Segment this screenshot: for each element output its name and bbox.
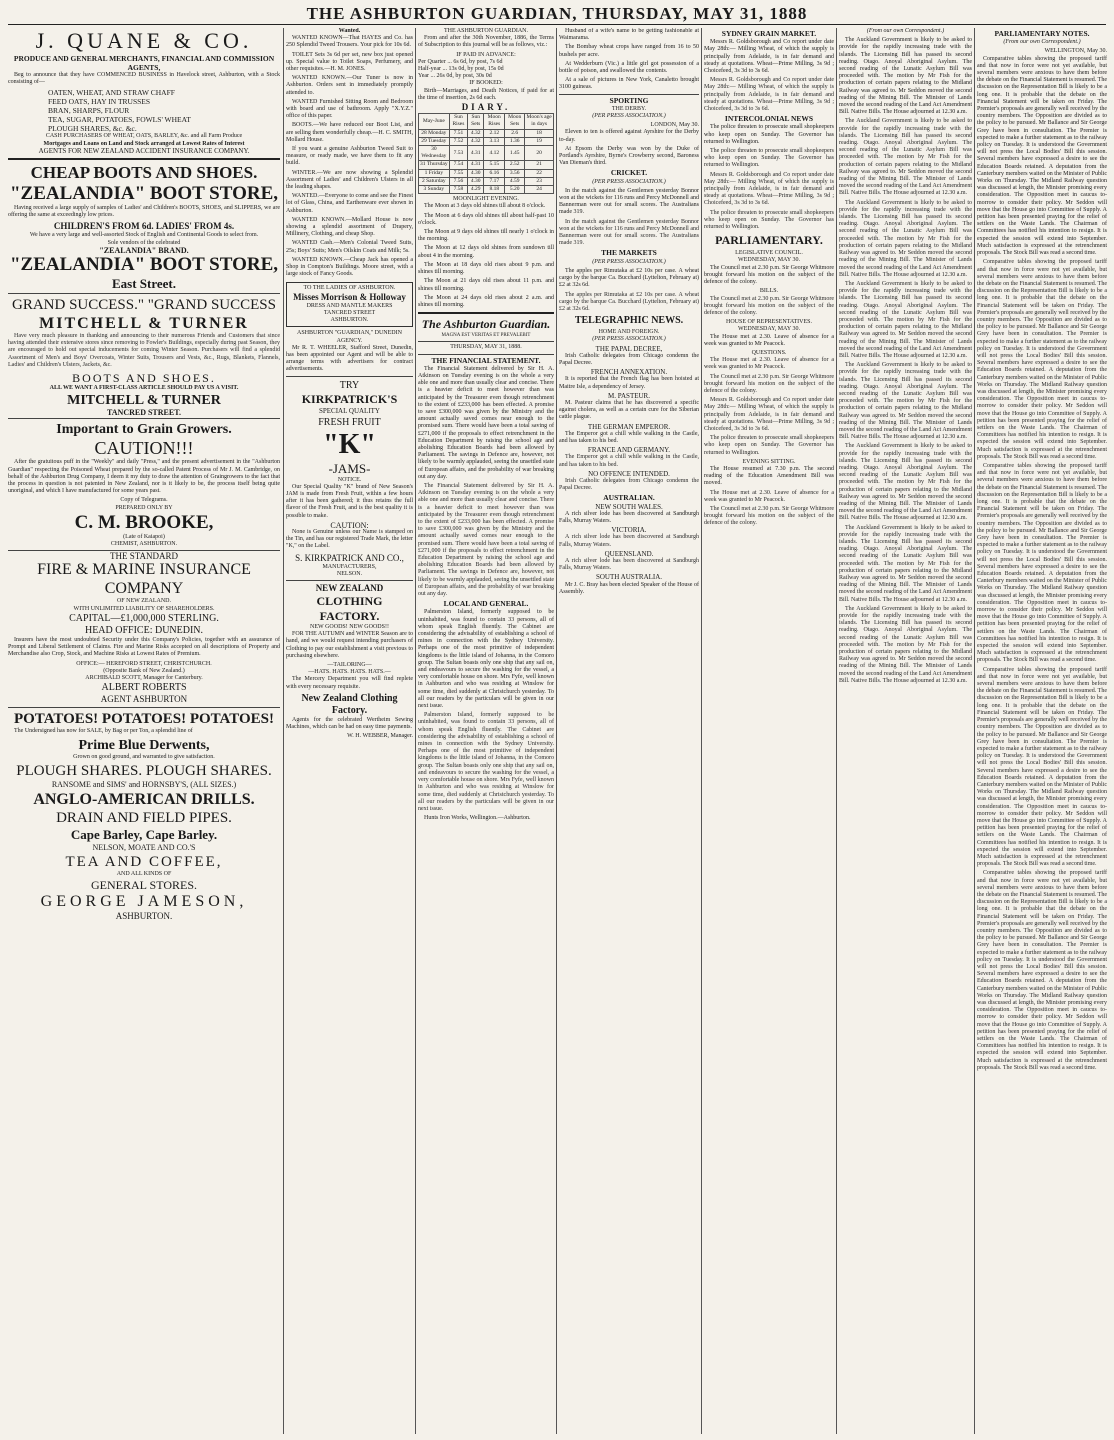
children-prices: CHILDREN'S FROM 6d. LADIES' FROM 4s. (53, 221, 235, 232)
cape-barley: Cape Barley, Cape Barley. (70, 826, 218, 842)
wanted-ad: WANTED.—Everyone to come and see the Finest lot of Glass, China, and Earthenware ever shown in Ashburton. (286, 193, 413, 214)
notes-body-2: Comparative tables showing the proposed tariff and that now in force were not yet available, but several members were anxious to have them before the debate on the Financial Statement is resumed. The discussion on the Representation Bill is likely to be a long one. It is probable that the debate on the Financial Statement will be taken on Friday. The Premier's proposals are generally well received by the country members. The Opposition are divided as to the policy to be pursued. Mr Ballance and Sir George Grey have been in consultation. The Premier is expected to make a further statement as to the railway policy on Tuesday. It is understood the Government will not press the Local Bodies' Bill this session. Several members have expressed a desire to see the Education Boards retained. A deputation from the Canterbury members waited on the Minister of Public Works on Thursday. The Midland Railway question was discussed at length, the Minister promising every consideration. The Opposition meet in caucus to-morrow to consider their policy. Mr Seddon will move that the House go into Committee of Supply. A petition has been presented praying for the relief of settlers on the Waste Lands. The Chairman of Committees has notified his intention to resign. It is expected the session will extend into September. Much satisfaction is expressed at the retrenchment proposals. The Stock Bill was read a second time. (977, 259, 1107, 460)
divider (418, 341, 554, 342)
cricket-body: In the match against the Gentlemen yesterday Bonnor won at the wickets for 116 runs and Percy McDonnell and Bannerman were out for small scores. The Australians made 319. (559, 187, 699, 216)
agency-heading: ASHBURTON "GUARDIAN," DUNEDIN AGENCY. (297, 330, 402, 344)
moon-line: The Moon at 6 days old shines till about half-past 10 o'clock. (418, 212, 554, 226)
item: At a sale of pictures in New York, Canaletto brought 3100 guineas. (559, 77, 699, 91)
cheap-boots-heading: CHEAP BOOTS AND SHOES. (30, 163, 258, 183)
cell: 7.17 (484, 177, 505, 185)
cricket-body-2: In the match against the Gentlemen yesterday Bonnor won at the wickets for 116 runs and Percy McDonnell and Bannerman were out for small scores. The Australians made 319. (559, 218, 699, 247)
cell: 5.20 (505, 186, 525, 194)
column-advertisements (8, 28, 280, 1434)
cell: 2 Saturday (419, 177, 450, 185)
skirkpatrick: S. KIRKPATRICK AND CO., (295, 552, 404, 563)
item: Husband of a wife's name to be getting fashionable at Waimarama. (559, 28, 699, 42)
legislative-heading: LEGISLATIVE COUNCIL. (735, 250, 803, 257)
masthead: THE ASHBURTON GUARDIAN, THURSDAY, MAY 31, 1888 (8, 4, 1106, 25)
wheeler-text: Mr R. T. WHEELER, Stafford Street, Dunedin, has been appointed our Agent and will be able to arrange terms with advertisers for contract advertisements. (286, 344, 413, 373)
mitchell-turner-heading: MITCHELL & TURNER (39, 315, 249, 333)
papal-body: Irish Catholic delegates from Chicago condemn the Papal Decree. (559, 352, 699, 366)
france-germany-body: The Emperor got a chill while walking in the Castle, and has taken to his bed. (559, 454, 699, 468)
notes-body-4: Comparative tables showing the proposed tariff and that now in force were not yet available, but several members were anxious to have them before the debate on the Financial Statement is resumed. The discussion on the Representation Bill is likely to be a long one. It is probable that the debate on the Financial Statement will be taken on Friday. The Premier's proposals are generally well received by the country members. The Opposition are divided as to the policy to be pursued. Mr Ballance and Sir George Grey have been in consultation. The Premier is expected to make a further statement as to the railway policy on Tuesday. It is understood the Government will not press the Local Bodies' Bill this session. Several members have expressed a desire to see the Education Boards retained. A deputation from the Canterbury members waited on the Minister of Public Works on Thursday. The Midland Railway question was discussed at length, the Minister promising every consideration. The Opposition meet in caucus to-morrow to consider their policy. Mr Seddon will move that the House go into Committee of Supply. A petition has been presented praying for the relief of settlers on the Waste Lands. The Chairman of Committees has notified his intention to resign. It is expected the session will extend into September. Much satisfaction is expressed at the retrenchment proposals. The Stock Bill was read a second time. (977, 666, 1107, 868)
unlimited: WITH UNLIMITED LIABILITY OF SHAREHOLDERS. (73, 605, 215, 612)
house-body-5: The police threaten to prosecute small shopkeepers who keep open on Sunday. The Governor has returned to Wellington. (704, 435, 834, 456)
mercery-text: The Mercery Department you will find replete with every necessary requisite. (286, 676, 413, 690)
nooffence-heading: NO OFFENCE INTENDED. (588, 469, 670, 478)
misses-street: TANCRED STREET (323, 309, 376, 316)
queensland-body: A rich silver lode has been discovered at Sandburgh Falls, Murray Waters. (559, 558, 699, 572)
divider (8, 293, 280, 294)
house-body-4: Messrs R. Goldsborough and Co report under date May 28th:— Milling Wheat, of which the supply is principally from Adelaide, is in fair demand and steady at quotations. Wheat—Prime Milling, 3s 9d ; Choicefeed, 3s 3d to 3s 6d. (704, 397, 834, 432)
notice-heading: NOTICE. (337, 476, 362, 483)
table-row (419, 129, 554, 137)
column-parliamentary-notes (977, 28, 1107, 1434)
parliamentary-heading: PARLIAMENTARY. (715, 233, 823, 248)
divider (418, 354, 554, 355)
council-body: The Council met at 2.30 p.m. Sir George Whitmore brought forward his motion on the subject of the defence of the colony. (704, 264, 834, 286)
divider (559, 94, 699, 95)
nsw-body: A rich silver lode has been discovered at Sandburgh Falls, Murray Waters. (559, 510, 699, 524)
local-heading: LOCAL AND GENERAL. (443, 599, 529, 609)
wanted-heading: Wanted. (338, 28, 361, 34)
wanted-ad: WANTED KNOWN.—Cheap Jack has opened a Shop in Compton's Buildings. Moore street, with a large stock of Fancy Goods. (286, 256, 413, 278)
diary-header: Sun Rises (449, 114, 468, 129)
prime-blue-derwents: Prime Blue Derwents, (78, 738, 210, 754)
cell: 1.45 (505, 146, 525, 161)
divider (8, 707, 280, 708)
cell: 19 (525, 137, 554, 145)
cell: 23 (525, 177, 554, 185)
wednesday: WEDNESDAY, MAY 30. (738, 257, 800, 264)
moon-line: The Moon at 18 days old rises about 9 p.m. and shines till morning. (418, 261, 554, 276)
cell: 21 (525, 161, 554, 169)
important-heading: Important to Grain Growers. (56, 422, 232, 438)
nz-heading: NEW ZEALAND (315, 582, 384, 593)
cell: 4.59 (505, 177, 525, 185)
notes-body-3: Comparative tables showing the proposed tariff and that now in force were not yet available, but several members were anxious to have them before the debate on the Financial Statement is resumed. The discussion on the Representation Bill is likely to be a long one. It is probable that the debate on the Financial Statement will be taken on Friday. The Premier's proposals are generally well received by the country members. The Opposition are divided as to the policy to be pursued. Mr Ballance and Sir George Grey have been in consultation. The Premier is expected to make a further statement as to the railway policy on Tuesday. It is understood the Government will not press the Local Bodies' Bill this session. Several members have expressed a desire to see the Education Boards retained. A deputation from the Canterbury members waited on the Minister of Public Works on Thursday. The Midland Railway question was discussed at length, the Minister promising every consideration. The Opposition meet in caucus to-morrow to consider their policy. Mr Seddon will move that the House go into Committee of Supply. A petition has been presented praying for the relief of settlers on the Waste Lands. The Chairman of Committees has notified his intention to resign. It is expected the session will extend into September. Much satisfaction is expressed at the retrenchment proposals. The Stock Bill was read a second time. (977, 462, 1107, 664)
hats: —HATS. HATS. HATS. HATS.— (308, 669, 391, 676)
intercolonial-heading: INTERCOLONIAL NEWS (724, 114, 814, 124)
evening-heading: EVENING SITTING. (742, 458, 796, 465)
misses-ad (286, 282, 413, 328)
nooffence-body: Irish Catholic delegates from Chicago condemn the Papal Decree. (559, 477, 699, 492)
all-we-want: ALL WE WANT A FIRST-CLASS ARTICLE SHOULD PAY US A VISIT. (49, 385, 239, 392)
local-body: Palmerston Island, formerly supposed to be uninhabited, was found to contain 33 persons, all of whom speak English fluently. The Cabinet are considering the advisability of establishing a school of mines in connection with the Sydney University. Perhaps one of the most primitive of independent kingdoms is the little island of Johanna, in the Comoro group. The Sultan boasts only one ship that any sail on, and endeavours to secure the washing for the vessel, a very comfortable house on shore. Mrs Fyfe, well known in Ashburton and who was residing at Winslow for some time, died suddenly at Christchurch yesterday. To all our readers by the particulars will be given in our next issue. (418, 609, 554, 710)
quane-subtitle: PRODUCE AND GENERAL MERCHANTS, FINANCIAL AND COMMISSION AGENTS, (13, 54, 275, 72)
body-2: The Auckland Government is likely to be asked to provide for the rapidly increasing trade with the islands. The Licensing Bill has passed its second reading. Otago. Anoyal Aboriginal Asylum. The second reading of the Lunatic Asylum Bill was proceeded with. The motion by Mr Fish for the production of certain papers relating to the Midland Railway was agreed to. Mr Seddon moved the second reading of the Mining Bill. The Minister of Lands moved the second reading of the Land Act Amendment Bill. Native Bills. The House adjourned at 12.30 a.m. (839, 118, 972, 197)
column-telegrams (559, 28, 699, 1434)
mitchell-turner-footer: MITCHELL & TURNER (67, 393, 221, 409)
house-body-3: The Council met at 2.30 p.m. Sir George Whitmore brought forward his motion on the subject of the defence of the colony. (704, 373, 834, 394)
grain-body-2: Messrs R. Goldsborough and Co report under date May 28th:— Milling Wheat, of which the supply is principally from Adelaide, is in fair demand and steady at quotations. Wheat—Prime Milling, 3s 9d ; Choicefeed, 3s 3d to 3s 6d. (704, 77, 834, 113)
cell: 4.31 (468, 146, 484, 161)
cell: 7.52 (449, 137, 468, 145)
ashburton-footer: ASHBURTON. (115, 910, 173, 921)
goods-item: PLOUGH SHARES, &c. &c. (48, 124, 137, 134)
caution-heading: CAUTION: (330, 520, 369, 530)
mitchell-body: Have very much pleasure in thanking and announcing to their numerous Friends and Customers that since having attended their extensive stores since removing to Fowler's Buildings, especially during past Season, they are encouraged to hold out special inducements for coming Winter Season. Purchasers will find a splendid Assortment of Men's and Boys' Overcoats, Winter Suits, Trousers and Vests, &c., Rugs, Blankets, Flannels, Ladies' and Children's Ulsters, Jackets, &c. (8, 333, 280, 368)
column-rule (836, 28, 837, 1434)
intercolonial-body: The police threaten to prosecute small shopkeepers who keep open on Sunday. The Governor has returned to Wellington. (704, 124, 834, 145)
sydney-grain-heading: SYDNEY GRAIN MARKET. (721, 29, 817, 38)
sa-body: Mr J. C. Bray has been elected Speaker of the House of Assembly. (559, 581, 699, 595)
diary-header: Moon Sets (505, 114, 525, 129)
body-7: The Auckland Government is likely to be asked to provide for the rapidly increasing trade with the islands. The Licensing Bill has passed its second reading. Otago. Anoyal Aboriginal Asylum. The second reading of the Lunatic Asylum Bill was proceeded with. The motion by Mr Fish for the production of certain papers relating to the Midland Railway was agreed to. Mr Seddon moved the second reading of the Mining Bill. The Minister of Lands moved the second reading of the Land Act Amendment Bill. Native Bills. The House adjourned at 12.30 a.m. (839, 524, 972, 603)
diary-header: Sun Sets (468, 114, 484, 129)
evening-body: The House resumed at 7.30 p.m. The second reading of the Education Amendment Bill was moved. (704, 465, 834, 487)
diary-header-row (419, 114, 554, 129)
parliamentary-notes-heading: PARLIAMENTARY NOTES. (994, 29, 1090, 38)
body-3: The Auckland Government is likely to be asked to provide for the rapidly increasing trade with the islands. The Licensing Bill has passed its second reading. Otago. Anoyal Aboriginal Asylum. The second reading of the Lunatic Asylum Bill was proceeded with. The motion by Mr Fish for the production of certain papers relating to the Midland Railway was agreed to. Mr Seddon moved the second reading of the Mining Bill. The Minister of Lands moved the second reading of the Land Act Amendment Bill. Native Bills. The House adjourned at 12.30 a.m. (839, 199, 972, 278)
office-address: OFFICE:— HEREFORD STREET, CHRISTCHURCH. (76, 660, 212, 667)
nsw-heading: NEW SOUTH WALES. (595, 502, 663, 511)
moon-line: The Moon at 9 days old shines till nearly 1 o'clock in the morning. (418, 229, 554, 243)
terms: From and after the 30th November, 1886, the Terms of Subscription to this journal will be as follows, viz.: (418, 35, 554, 49)
telegraphic-heading: TELEGRAPHIC NEWS. (574, 315, 684, 327)
diary-heading: DIARY. (461, 102, 511, 113)
financial-body: The Financial Statement delivered by Sir H. A. Atkinson on Tuesday evening is on the whole a very able one and more than usually clear and concise. There is a heavier deficit to meet however than was anticipated by the Treasurer even though retrenchment to the extent of £233,000 has been effected. A promise to save £300,000 was given by the Ministry and the amount actually saved comes near enough to the promised sum. There would have been a total saving of £271,000 if the proposals to effect retrenchment in the Education Department by raising the school age and abolishing Education Boards had been allowed by Parliament. The savings in Defence are, however, not likely to be warmly applauded, seeing the unsettled state of European affairs, and the probability of war breaking out any day. (418, 365, 554, 480)
births-text: Birth—Marriages, and Death Notices, if paid for at the time of insertion, 2s 6d each. (418, 87, 554, 101)
k-brand: "K" (323, 428, 376, 460)
diary-table (418, 113, 554, 194)
misses-town: ASHBURTON. (330, 317, 369, 324)
fresh-fruit: FRESH FRUIT (318, 416, 381, 428)
financial-body-2: The Financial Statement delivered by Sir H. A. Atkinson on Tuesday evening is on the whole a very able one and more than usually clear and concise. There is a heavier deficit to meet however than was anticipated by the Treasurer even though retrenchment to the extent of £233,000 has been effected. A promise to save £300,000 was given by the Ministry and the amount actually saved comes near enough to the promised sum. There would have been a total saving of £271,000 if the proposals to effect retrenchment in the Education Department by raising the school age and abolishing Education Boards had been allowed by Parliament. The savings in Defence are, however, not likely to be warmly applauded, seeing the unsettled state of European affairs, and the probability of war breaking out any day. (418, 482, 554, 598)
of-nz: OF NEW ZEALAND. (116, 598, 172, 605)
cell: 24 (525, 186, 554, 194)
quane-cash: CASH PURCHASERS OF WHEAT, OATS, BARLEY, &c. and all Farm Produce (45, 133, 243, 140)
try-text: TRY (339, 379, 360, 391)
evening-body-3: The Council met at 2.30 p.m. Sir George Whitmore brought forward his motion on the subject of the defence of the colony. (704, 505, 834, 527)
pasteur-body: M. Pasteur claims that he has discovered a specific against cholera, as well as a certain cure for the Siberian cattle plague. (559, 399, 699, 421)
potatoes-heading: POTATOES! POTATOES! POTATOES! (13, 711, 275, 728)
cell: 7.56 (449, 177, 468, 185)
cell: 2.52 (505, 161, 525, 169)
fire-marine: FIRE & MARINE INSURANCE COMPANY (37, 561, 251, 598)
cell: 2.12 (484, 129, 505, 137)
french-body: It is reported that the French flag has been hoisted at Maitre Isle, a dependency of Jersey. (559, 376, 699, 390)
cell: 18 (525, 129, 554, 137)
nz-factory: New Zealand Clothing Factory. (301, 692, 398, 716)
column-rule (283, 28, 284, 1434)
undersigned-text: The Undersigned has now for SALE, by Bag or per Ton, a splendid line of (14, 728, 193, 735)
cell: 4.30 (468, 177, 484, 185)
item: At Wedderburn (Vic.) a little girl got possession of a bottle of poison, and swallowed the contents. (559, 60, 699, 75)
sporting-heading: SPORTING (609, 95, 649, 105)
quane-title: J. QUANE & CO. (35, 28, 253, 53)
autumn-text: FOR THE AUTUMN and WINTER Season are to hand, and we would request intending purchasers of Clothing to pay our establishment a visit previous to purchasing elsewhere. (286, 631, 413, 659)
archibald-scott: ARCHIBALD SCOTT, Manager for Canterbury. (85, 674, 203, 681)
column-editorial (418, 28, 554, 1434)
ransome: RANSOME and SIMS' and HORNSBY'S, (ALL SIZES.) (51, 779, 237, 789)
cell: 3.56 (505, 169, 525, 177)
cell: 4.30 (468, 169, 484, 177)
cell: 1.36 (505, 137, 525, 145)
caution-heading: CAUTION!!! (94, 438, 194, 459)
colonial-text: Hunts Iron Works, Wellington.—Ashburton. (424, 815, 531, 822)
zealandia-boot-store: "ZEALANDIA" BOOT STORE, (10, 254, 278, 276)
cell: 3.13 (484, 137, 505, 145)
divider (286, 376, 413, 377)
house-body-2: The House met at 2.30. Leave of absence for a week was granted to Mr Peacock. (704, 357, 834, 371)
standard: THE STANDARD (109, 551, 179, 562)
body: The Auckland Government is likely to be asked to provide for the rapidly increasing trade with the islands. The Licensing Bill has passed its second reading. Otago. Anoyal Aboriginal Asylum. The second reading of the Lunatic Asylum Bill was proceeded with. The motion by Mr Fish for the production of certain papers relating to the Midland Railway was agreed to. Mr Seddon moved the second reading of the Mining Bill. The Minister of Lands moved the second reading of the Land Act Amendment Bill. Native Bills. The House adjourned at 12.30 a.m. (839, 37, 972, 116)
clothing-factory: CLOTHING FACTORY. (316, 593, 383, 623)
french-heading: FRENCH ANNEXATION. (590, 368, 668, 377)
moon-line: The Moon at 3 days old shines till about 8 o'clock. (424, 203, 546, 210)
office-address-2: (Opposite Bank of New Zealand.) (103, 667, 185, 674)
column-rule (415, 28, 416, 1434)
financial-heading: THE FINANCIAL STATEMENT. (431, 355, 541, 365)
anglo-american: ANGLO-AMERICAN DRILLS. (33, 790, 255, 808)
column-rule (701, 28, 702, 1434)
moon-line: The Moon at 24 days old rises about 2 a.m. and shines till morning. (418, 294, 554, 308)
sole-vendors: Sole vendors of the celebrated (107, 239, 181, 246)
cell: 20 (525, 146, 554, 161)
cell: 2.6 (505, 129, 525, 137)
copy-telegrams: Copy of Telegrams. (120, 497, 168, 504)
cell: 6.16 (484, 169, 505, 177)
local-body-2: Palmerston Island, formerly supposed to be uninhabited, was found to contain 33 persons, all of whom speak English fluently. The Cabinet are considering the advisability of establishing a school of mines in connection with the Sydney University. Perhaps one of the most primitive of independent kingdoms is the little island of Johanna, in the Comoro group. The Sultan boasts only one ship that any sail on, and endeavours to secure the washing for the vessel, a very comfortable house on shore. Mrs Fyfe, well known in Ashburton and who was residing at Winslow for some time, died suddenly at Christchurch yesterday. To all our readers by the particulars will be given in our next issue. (418, 712, 554, 812)
if-booked: IF BOOKED: (469, 80, 503, 87)
goods-item: OATEN, WHEAT, AND STRAW CHAFF (48, 88, 175, 98)
derby-result: At Epsom the Derby was won by the Duke of Portland's Ayrshire, Byrne's Crowberry second, Baroness Van Dieman's third. (559, 145, 699, 167)
agents-for: Agents for the celebrated Wertheim Sewing Machines, which can be had on easy time payments. (286, 716, 413, 730)
cell: 4.32 (468, 137, 484, 145)
albert-roberts: ALBERT ROBERTS (101, 682, 187, 694)
cell: 4.31 (468, 161, 484, 169)
bills-heading: BILLS. (759, 288, 779, 295)
cell: 8.18 (484, 186, 505, 194)
diary-header: May-June (419, 114, 450, 129)
brooke-late: (Late of Kaiapoi) (123, 533, 165, 540)
quane-body: Beg to announce that they have COMMENCED BUSINESS in Havelock street, Ashburton, with a Stock consisting of— (8, 72, 280, 86)
general-stores: GENERAL STORES. (90, 877, 197, 892)
dateline: WELLINGTON, May 30. (1044, 48, 1107, 55)
grown-text: Grown on good ground, and warranted to give satisfaction. (73, 754, 215, 761)
cell: 5.15 (484, 161, 505, 169)
cell: 4.29 (468, 186, 484, 194)
george-jameson: GEORGE JAMESON, (40, 892, 248, 910)
victoria-heading: VICTORIA. (611, 526, 647, 535)
new-goods: NEW GOODS! NEW GOODS!! (310, 623, 389, 630)
webber: W. H. WEBBER, Manager. (347, 733, 413, 740)
sa-heading: SOUTH AUSTRALIA. (595, 573, 663, 582)
misses-name: Misses Morrison & Holloway (293, 291, 406, 302)
table-row (419, 177, 554, 185)
house-body: The House met at 2.30. Leave of absence for a week was granted to Mr Peacock. (704, 333, 834, 347)
australian-heading: AUSTRALIAN. (603, 493, 655, 503)
intercolonial-body-2: The police threaten to prosecute small shopkeepers who keep open on Sunday. The Governor has returned to Wellington. (704, 148, 834, 169)
column-small-ads (286, 28, 413, 1434)
tailoring: —TAILORING— (327, 661, 372, 668)
column-rule (556, 28, 557, 1434)
pasteur-heading: M. PASTEUR. (608, 391, 650, 400)
home-foreign: HOME AND FOREIGN. (598, 329, 660, 336)
body-4: The Auckland Government is likely to be asked to provide for the rapidly increasing trade with the islands. The Licensing Bill has passed its second reading. Otago. Anoyal Aboriginal Asylum. The second reading of the Lunatic Asylum Bill was proceeded with. The motion by Mr Fish for the production of certain papers relating to the Midland Railway was agreed to. Mr Seddon moved the second reading of the Mining Bill. The Minister of Lands moved the second reading of the Land Act Amendment Bill. Native Bills. The House adjourned at 12.30 a.m. (839, 280, 972, 359)
german-body: The Emperor got a chill while walking in the Castle, and has taken to his bed. (559, 430, 699, 444)
victoria-body: A rich silver lode has been discovered at Sandburgh Falls, Murray Waters. (559, 534, 699, 548)
rate-line: Year ... 26s 0d, by post, 30s 0d (418, 73, 492, 80)
derby-body: Eleven to ten is offered against Ayrshire for the Derby to-day. (559, 129, 699, 143)
press-assoc: (PER PRESS ASSOCIATION.) (592, 113, 666, 120)
quane-loans: Mortgages and Loans on Land and Stock arranged at Lowest Rates of Interest (43, 140, 245, 147)
cell: 7.51 (449, 129, 468, 137)
quane-goods (8, 88, 280, 133)
press-assoc: (PER PRESS ASSOCIATION.) (592, 178, 666, 185)
moon-line: The Moon at 21 days old rises about 11 p.m. and shines till morning. (418, 278, 554, 292)
motto: MAGNA EST VERITAS ET PREVALEBIT (441, 333, 531, 339)
rate-line: Half-year ... 13s 0d, by post, 15s 0d (418, 66, 504, 73)
wednesday: WEDNESDAY, MAY 30. (738, 326, 800, 333)
misses-to: TO THE LADIES OF ASHBURTON. (303, 284, 396, 291)
head-office: HEAD OFFICE: DUNEDIN. (84, 624, 204, 636)
cell: 22 (525, 169, 554, 177)
table-row (419, 186, 554, 194)
body-5: The Auckland Government is likely to be asked to provide for the rapidly increasing trade with the islands. The Licensing Bill has passed its second reading. Otago. Anoyal Aboriginal Asylum. The second reading of the Lunatic Asylum Bill was proceeded with. The motion by Mr Fish for the production of certain papers relating to the Midland Railway was agreed to. Mr Seddon moved the second reading of the Mining Bill. The Minister of Lands moved the second reading of the Land Act Amendment Bill. Native Bills. The House adjourned at 12.30 a.m. (839, 362, 972, 441)
capital: CAPITAL—£1,000,000 STERLING. (69, 612, 219, 624)
divider (8, 418, 280, 419)
notes-body-5: Comparative tables showing the proposed tariff and that now in force were not yet available, but several members were anxious to have them before the debate on the Financial Statement is resumed. The discussion on the Representation Bill is likely to be a long one. It is probable that the debate on the Financial Statement will be taken on Friday. The Premier's proposals are generally well received by the country members. The Opposition are divided as to the policy to be pursued. Mr Ballance and Sir George Grey have been in consultation. The Premier is expected to make a further statement as to the railway policy on Tuesday. It is understood the Government will not press the Local Bodies' Bill this session. Several members have expressed a desire to see the Education Boards retained. A deputation from the Canterbury members waited on the Minister of Public Works on Thursday. The Midland Railway question was discussed at length, the Minister promising every consideration. The Opposition meet in caucus to-morrow to consider their policy. Mr Seddon will move that the House go into Committee of Supply. A petition has been presented praying for the relief of settlers on the Waste Lands. The Chairman of Committees has notified his intention to resign. It is expected the session will extend into September. Much satisfaction is expressed at the retrenchment proposals. The Stock Bill was read a second time. (977, 870, 1107, 1071)
evening-body-2: The House met at 2.30. Leave of absence for a week was granted to Mr Peacock. (704, 489, 834, 503)
issue-date: THURSDAY, MAY 31, 1888. (450, 344, 522, 351)
wanted-ad: WANTED KNOWN.—Mollard House is now showing a splendid assortment of Drapery, Millinery, Clothing, and cheap Shop. (286, 216, 413, 238)
kirkpatricks-heading: KIRKPATRICK'S (301, 391, 398, 406)
all-kinds: AND ALL KINDS OF (116, 870, 172, 877)
wanted-ad: WANTED KNOWN—That HAYES and Co. has 250 Splendid Tweed Trousers. Your pick for 10s 6d. (286, 35, 413, 49)
having-text: Having received a large supply of samples of Ladies' and Children's BOOTS, SHOES, and SLIPPERS, we are offering the same at exceedingly low prices. (8, 205, 280, 219)
grand-success: GRAND SUCCESS." "GRAND SUCCESS (12, 297, 276, 314)
german-heading: THE GERMAN EMPEROR. (587, 422, 671, 431)
nelson-moate: NELSON, MOATE AND CO.'S (92, 842, 196, 852)
column-rule (974, 28, 975, 1434)
special-quality: SPECIAL QUALITY (319, 406, 380, 415)
paper-title: The Ashburton Guardian. (421, 317, 551, 332)
cell: 7.54 (449, 161, 468, 169)
dateline: LONDON, May 30. (650, 122, 699, 129)
papal-heading: THE PAPAL DECREE, (595, 344, 663, 353)
goods-item: FEED OATS, HAY IN TRUSSES (48, 97, 151, 107)
cell: 7.55 (449, 169, 468, 177)
drain-pipes: DRAIN AND FIELD PIPES. (56, 809, 232, 826)
table-row (419, 169, 554, 177)
wanted-ad: WANTED KNOWN.—Our Tuner is now in Ashburton. Orders sent in immediately promptly attended to. (286, 75, 413, 96)
misses-sub: DRESS AND MANTLE MAKERS (306, 302, 393, 309)
press-assoc: (PER PRESS ASSOCIATION.) (592, 258, 666, 265)
manufacturers: MANUFACTURERS, (322, 563, 377, 570)
moonlight-heading: MOONLIGHT EVENING. (453, 196, 519, 203)
body-6: The Auckland Government is likely to be asked to provide for the rapidly increasing trade with the islands. The Licensing Bill has passed its second reading. Otago. Anoyal Aboriginal Asylum. The second reading of the Lunatic Asylum Bill was proceeded with. The motion by Mr Fish for the production of certain papers relating to the Midland Railway was agreed to. Mr Seddon moved the second reading of the Mining Bill. The Minister of Lands moved the second reading of the Land Act Amendment Bill. Native Bills. The House adjourned at 12.30 a.m. (839, 443, 972, 522)
derby-heading: THE DERBY. (611, 105, 647, 112)
correspondent: (From our own Correspondent.) (866, 28, 945, 34)
variety-text: We have a very large and well-assorted Stock of English and Continental Goods to select from. (29, 232, 259, 239)
none-genuine: None is Genuine unless our Name is stamped on the Tin, and has our registered Trade Mark, the letter "K," on the Label. (286, 528, 413, 550)
wanted-ad: WANTED Cash.—Men's Colonial Tweed Suits, 25s; Boys' Suits; Men's Oilskin Coats and Milk; 5s. (286, 240, 413, 254)
queensland-heading: QUEENSLAND. (604, 549, 654, 558)
brooke-chemist: CHEMIST, ASHBURTON. (110, 541, 178, 548)
markets-body: The apples per Rimutaka at £2 10s per case. A wheat cargo by the barque Ca. Bucchard (Lyttelton, February at) £2 at 32s 6d. (559, 267, 699, 289)
jams-heading: -JAMS- (328, 460, 371, 476)
tweed-ad: If you want a genuine Ashburton Tweed Suit to measure, or ready made, we have them to fit any build. (286, 146, 413, 167)
moon-line: The Moon at 12 days old shines from sundown till about 4 in the morning. (418, 245, 554, 259)
questions-heading: QUESTIONS. (751, 349, 787, 356)
cell: 29 Tuesday (419, 137, 450, 145)
intercolonial-body-4: The police threaten to prosecute small shopkeepers who keep open on Sunday. The Governor has returned to Wellington. (704, 209, 834, 231)
grain-body: Messrs R. Goldsborough and Co report under date May 28th:— Milling Wheat, of which the supply is principally from Adelaide, is in fair demand and steady at quotations. Wheat—Prime Milling, 3s 9d ; Choicefeed, 3s 3d to 3s 6d. (704, 39, 834, 75)
markets-body-2: The apples per Rimutaka at £2 10s per case. A wheat cargo by the barque Ca. Bucchard (Lyttelton, February at) £2 at 32s 6d. (559, 291, 699, 312)
guardian-heading: THE ASHBURTON GUARDIAN. (443, 28, 529, 34)
cell: 30 Wednesday (419, 146, 450, 161)
table-row (419, 146, 554, 161)
cell: 7.53 (449, 146, 468, 161)
cricket-heading: CRICKET. (610, 168, 648, 178)
france-germany-heading: FRANCE AND GERMANY. (587, 446, 671, 455)
goods-item: TEA, SUGAR, POTATOES, FOWLS' WHEAT (48, 115, 191, 125)
brooke-name: C. M. BROOKE, (74, 511, 214, 533)
tea-coffee: TEA AND COFFEE, (65, 853, 223, 870)
diary-header: Moon's age in days (526, 114, 552, 128)
goods-item: BRAN, SHARPS, FLOUR (48, 106, 130, 116)
intercolonial-body-3: Messrs R. Goldsborough and Co report under date May 28th:— Milling Wheat, of which the supply is principally from Adelaide, is in fair demand and steady at quotations. Wheat—Prime Milling, 3s 9d ; Choicefeed, 3s 3d to 3s 6d. (704, 171, 834, 207)
table-row (419, 137, 554, 145)
furnished-ad: WANTED Furnished Sitting Room and Bedroom with board and use of bathroom. Apply "X.Y.Z." office of this paper. (286, 98, 413, 120)
diary-header: Moon Rises (484, 114, 505, 129)
column-parliamentary (704, 28, 834, 1434)
quane-agents: AGENTS FOR NEW ZEALAND ACCIDENT INSURANCE COMPANY. (38, 146, 250, 155)
boots-ad: BOOTS.—We have reduced our Boot List, and are selling them wonderfully cheap.—H. C. SMITH, Mollard House. (286, 122, 413, 143)
cell: 28 Monday (419, 129, 450, 137)
rate-line: Per Quarter ... 6s 6d, by post, 7s 6d (418, 58, 503, 65)
toilet-ad: TOILET Sets 3s 6d per set, new box just opened up. Special value to Toilet Soaps, Perfumery, and other requisites.—H. M. JONES. (286, 51, 413, 73)
nelson: NELSON. (336, 570, 363, 577)
notice-body: Our Special Quality "K" brand of New Season's JAM is made from Fresh Fruit, within a few hours after it has been gathered; it thus retains the full flavor of the Fresh Fruit, and is the best quality it is possible to make. (286, 483, 413, 519)
council-body-2: The Council met at 2.30 p.m. Sir George Whitmore brought forward his motion on the subject of the defence of the colony. (704, 295, 834, 316)
if-paid: IF PAID IN ADVANCE: (456, 51, 516, 58)
cell: 3 Sunday (419, 186, 450, 194)
correspondent: (From our own Correspondent.) (1003, 39, 1081, 46)
east-street: East Street. (111, 276, 177, 292)
winter-ad: WINTER.—We are now showing a Splendid Assortment of Ladies' and Children's Ulsters in all the leading shapes. (286, 169, 413, 191)
zealandia-brand: "ZEALANDIA" BRAND. (99, 245, 189, 255)
notes-body: Comparative tables showing the proposed tariff and that now in force were not yet available, but several members were anxious to have them before the debate on the Financial Statement is resumed. The discussion on the Representation Bill is likely to be a long one. It is probable that the debate on the Financial Statement will be taken on Friday. The Premier's proposals are generally well received by the country members. The Opposition are divided as to the policy to be pursued. Mr Ballance and Sir George Grey have been in consultation. The Premier is expected to make a further statement as to the railway policy on Tuesday. It is understood the Government will not press the Local Bodies' Bill this session. Several members have expressed a desire to see the Education Boards retained. A deputation from the Canterbury members waited on the Minister of Public Works on Thursday. The Midland Railway question was discussed at length, the Minister promising every consideration. The Opposition meet in caucus to-morrow to consider their policy. Mr Seddon will move that the House go into Committee of Supply. A petition has been presented praying for the relief of settlers on the Waste Lands. The Chairman of Committees has notified his intention to resign. It is expected the session will extend into September. Much satisfaction is expressed at the retrenchment proposals. The Stock Bill was read a second time. (977, 55, 1107, 257)
cell: 31 Thursday (420, 161, 448, 168)
divider (286, 580, 413, 581)
tancred-street: TANCRED STREET. (107, 408, 181, 418)
cell: 4.12 (484, 146, 505, 161)
column-continued (839, 28, 972, 1434)
table-row (419, 161, 554, 169)
boots-and-shoes: BOOTS AND SHOES. (72, 371, 216, 386)
cell: 7.58 (449, 186, 468, 194)
divider (8, 158, 280, 160)
cell: 4.32 (468, 129, 484, 137)
agent-ashburton: AGENT ASHBURTON (100, 694, 188, 705)
cell: 1 Friday (419, 169, 450, 177)
house-heading: HOUSE OF REPRESENTATIVES. (725, 319, 813, 326)
zealandia-store-heading: "ZEALANDIA" BOOT STORE, (10, 183, 278, 205)
plough-shares: PLOUGH SHARES. PLOUGH SHARES. (16, 762, 272, 779)
divider (418, 312, 554, 314)
item: The Bombay wheat crops have ranged from 16 to 50 bushels per acre. (559, 44, 699, 58)
press-assoc: (PER PRESS ASSOCIATION.) (592, 336, 666, 343)
caution-body: After the gratuitous puff in the "Weekly" and daily "Press," and the present advertisement in the "Ashburton Guardian" respecting the Poisoned Wheat prepared by the so-called Patent Process of Mr J. M. Cambridge, on behalf of the Ashburton Drug Company, I deem it my duty to draw the attention of Graingrowers to the fact that the process in question is not patented in New Zealand, nor is it likely to be, the process itself being quite unoriginal, and which I have manufactured for some years past. (8, 459, 280, 495)
insurers-body: Insurers have the most undoubted Security under this Company's Policies, together with an assurance of Prompt and Liberal Settlement of Claims. Fire and Marine Risks accepted on all descriptions of Property and Merchandise also Crop, Stock, and Machine Risks at Lowest Rates of Premium. (8, 636, 280, 658)
markets-heading: THE MARKETS (601, 248, 657, 258)
body-8: The Auckland Government is likely to be asked to provide for the rapidly increasing trade with the islands. The Licensing Bill has passed its second reading. Otago. Anoyal Aboriginal Asylum. The second reading of the Lunatic Asylum Bill was proceeded with. The motion by Mr Fish for the production of certain papers relating to the Midland Railway was agreed to. Mr Seddon moved the second reading of the Mining Bill. The Minister of Lands moved the second reading of the Land Act Amendment Bill. Native Bills. The House adjourned at 12.30 a.m. (839, 605, 972, 684)
prepared-only: PREPARED ONLY BY (115, 504, 173, 511)
